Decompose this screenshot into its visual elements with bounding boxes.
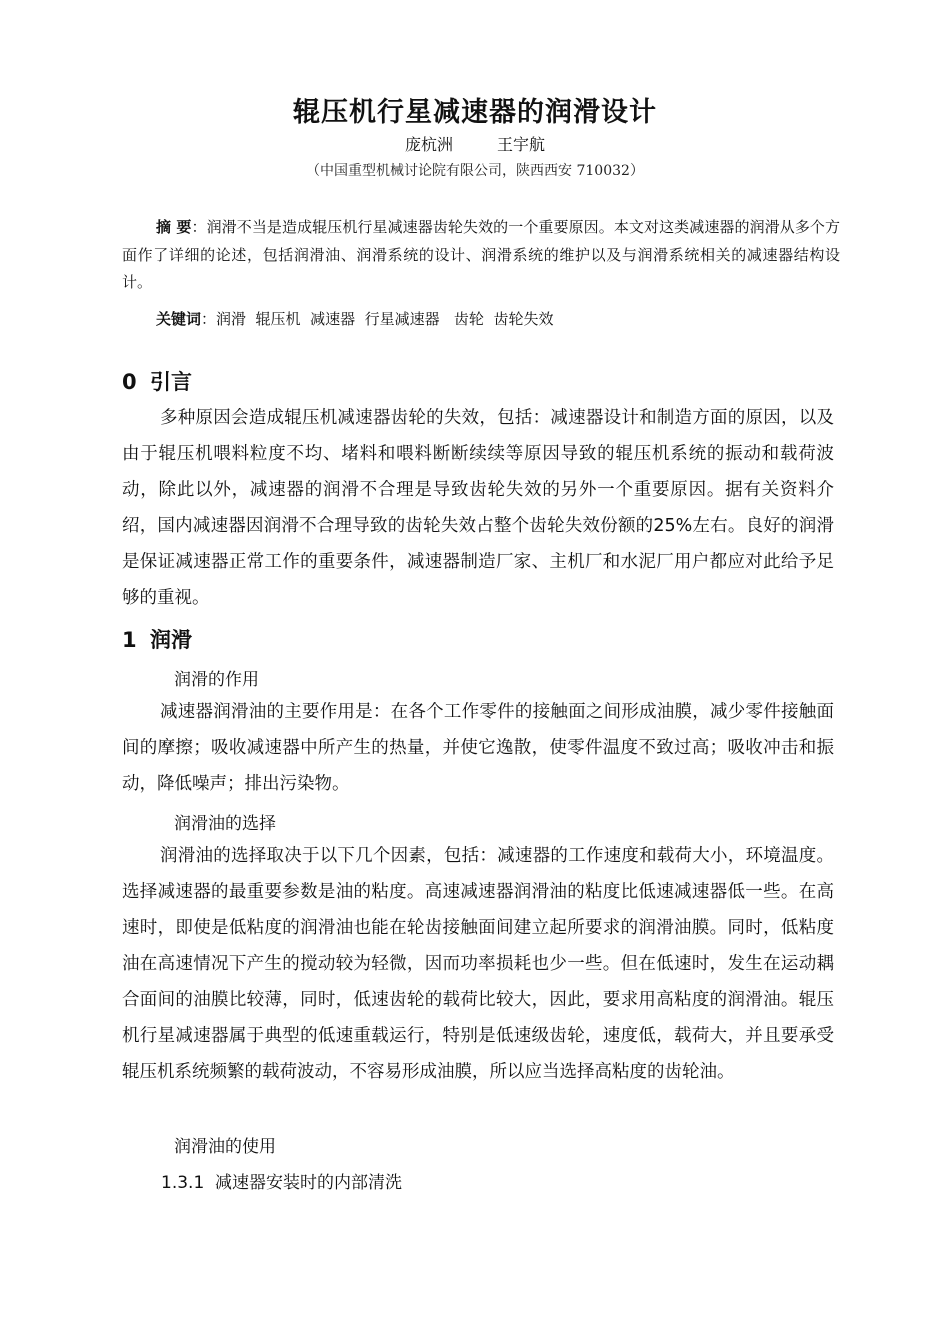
subsection-heading-usage: 润滑油的使用 [174, 1137, 276, 1157]
paper-title: 辊压机行星减速器的润滑设计 [293, 97, 657, 128]
subsubsection-number: 1.3.1 [161, 1173, 205, 1193]
subsubsection-heading-cleaning [161, 1168, 402, 1193]
keywords-label: 关键词 [156, 310, 202, 328]
author-name: 王宇航 [497, 135, 546, 154]
author-name: 庞杭洲 [404, 135, 453, 154]
section-title: 引言 [150, 370, 192, 394]
keywords [156, 306, 553, 333]
keywords-text: ：润滑 辊压机 减速器 行星减速器 齿轮 齿轮失效 [201, 310, 554, 328]
paragraph-function: 减速器润滑油的主要作用是：在各个工作零件的接触面之间形成油膜，减少零件接触面间的摩擦；吸收减速器中所产生的热量，并使它逸散，使零件温度不致过高；吸收冲击和振动，降低噪声；排出污染物。 [122, 702, 834, 794]
paragraph-intro: 多种原因会造成辊压机减速器齿轮的失效，包括：减速器设计和制造方面的原因，以及由于辊压机喂料粒度不均、堵料和喂料断断续续等原因导致的辊压机系统的振动和载荷波动，除此以外，减速器的润滑不合理是导致齿轮失效的另外一个重要原因。据有关资料介绍，国内减速器因润滑不合理导致的齿轮失效占整个齿轮失效份额的25%左右。良好的润滑是保证减速器正常工作的重要条件，减速器制造厂家、主机厂和水泥厂用户都应对此给予足够的重视。 [122, 408, 834, 608]
affiliation: （中国重型机械讨论院有限公司，陕西西安 710032） [306, 163, 644, 179]
subsection-heading-function: 润滑的作用 [174, 670, 259, 690]
abstract-text: ：润滑不当是造成辊压机行星减速器齿轮失效的一个重要原因。本文对这类减速器的润滑从多个方面作了详细的论述，包括润滑油、润滑系统的设计、润滑系统的维护以及与润滑系统相关的减速器结构设计。 [122, 218, 840, 291]
paragraph-selection: 润滑油的选择取决于以下几个因素，包括：减速器的工作速度和载荷大小，环境温度。选择减速器的最重要参数是油的粘度。高速减速器润滑油的粘度比低速减速器低一些。在高速时，即使是低粘度的润滑油也能在轮齿接触面间建立起所要求的润滑油膜。同时，低粘度油在高速情况下产生的搅动较为轻微，因而功率损耗也少一些。但在低速时，发生在运动耦合面间的油膜比较薄，同时，低速齿轮的载荷比较大，因此，要求用高粘度的润滑油。辊压机行星减速器属于典型的低速重载运行，特别是低速级齿轮，速度低，载荷大，并且要承受辊压机系统频繁的载荷波动，不容易形成油膜，所以应当选择高粘度的齿轮油。 [122, 846, 834, 1082]
subsubsection-title: 减速器安装时的内部清洗 [215, 1173, 402, 1193]
section-heading-intro [122, 366, 192, 396]
section-title: 润滑 [150, 628, 192, 652]
subsection-heading-selection: 润滑油的选择 [174, 814, 276, 834]
section-number: 1 [122, 628, 137, 652]
author-line [0, 132, 950, 155]
section-heading-lubrication [122, 624, 192, 654]
section-number: 0 [122, 370, 137, 394]
abstract [122, 214, 840, 297]
abstract-label: 摘 要 [156, 218, 192, 236]
